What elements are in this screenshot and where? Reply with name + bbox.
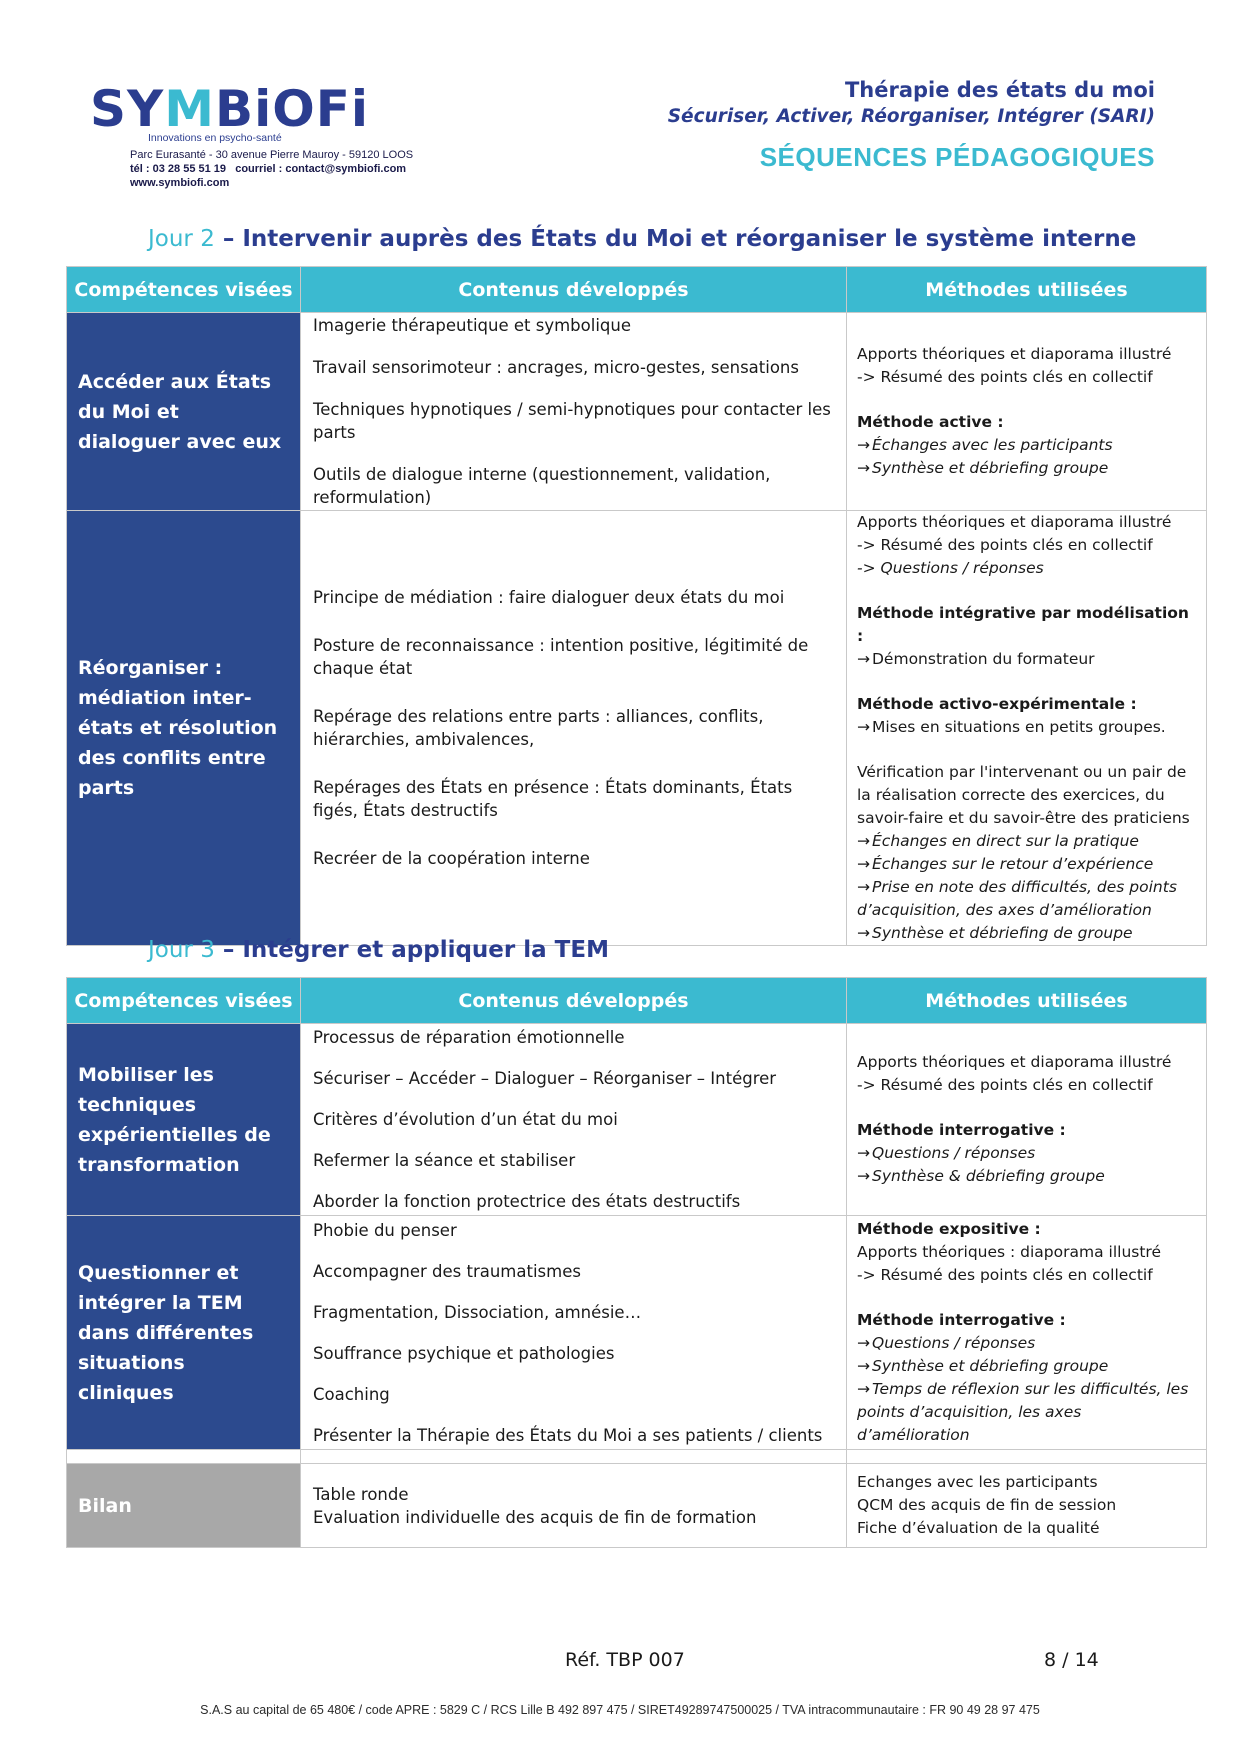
section-heading: SÉQUENCES PÉDAGOGIQUES	[759, 142, 1155, 172]
table-row	[67, 511, 1207, 946]
day3-title: – Intégrer et appliquer la TEM	[222, 937, 609, 963]
method-line: Fiche d’évaluation de la qualité	[857, 1519, 1100, 1537]
method-heading: Méthode active :	[857, 413, 1004, 431]
symbiofi-logo	[90, 80, 370, 144]
method-line: QCM des acquis de fin de session	[857, 1496, 1117, 1514]
method-heading: Méthode expositive :	[857, 1220, 1041, 1238]
content-item: Posture de reconnaissance : intention positive, légitimité de chaque état	[313, 636, 809, 678]
methods-cell	[847, 1216, 1207, 1450]
email-address: contact@symbiofi.com	[285, 163, 407, 175]
table-row	[67, 1024, 1207, 1216]
method-line: → Synthèse et débriefing groupe	[857, 459, 1109, 477]
document-heading	[668, 76, 1155, 173]
content-item: Principe de médiation : faire dialoguer deux états du moi	[313, 588, 785, 607]
content-item: Techniques hypnotiques / semi-hypnotiques pour contacter les parts	[313, 400, 831, 442]
method-line: → Mises en situations en petits groupes.	[857, 718, 1166, 736]
methods-cell	[847, 1024, 1207, 1216]
arrow-right-icon: →	[857, 1380, 870, 1398]
table-row-bilan	[67, 1464, 1207, 1548]
table-row	[67, 313, 1207, 511]
logo-wordmark: SYMBiOFi	[90, 80, 370, 138]
spacer-row	[67, 1450, 1207, 1464]
content-item: Evaluation individuelle des acquis de fin de formation	[313, 1507, 757, 1527]
arrow-right-icon: →	[857, 650, 870, 668]
methods-cell	[847, 511, 1207, 946]
method-line: → Temps de réflexion sur les difficultés, les points d’acquisition, les axes d’amélioration	[857, 1380, 1189, 1444]
method-heading: Méthode intégrative par modélisation :	[857, 604, 1189, 645]
content-item: Fragmentation, Dissociation, amnésie…	[313, 1302, 642, 1322]
content-item: Repérages des États en présence : États dominants, États figés, États destructifs	[313, 778, 793, 820]
day2-title: – Intervenir auprès des États du Moi et réorganiser le système interne	[222, 226, 1137, 252]
document-title: Thérapie des états du moi	[844, 78, 1155, 102]
contents-cell	[301, 1024, 847, 1216]
content-item: Phobie du penser	[313, 1220, 457, 1240]
content-item: Travail sensorimoteur : ancrages, micro-gestes, sensations	[313, 358, 799, 377]
content-item: Coaching	[313, 1384, 390, 1404]
content-item: Souffrance psychique et pathologies	[313, 1343, 615, 1363]
col-header-skills: Compétences visées	[67, 978, 301, 1024]
skill-cell: Mobiliser les techniques expérientielles de transformation	[67, 1024, 301, 1216]
col-header-skills: Compétences visées	[67, 267, 301, 313]
method-line: -> Résumé des points clés en collectif	[857, 1266, 1153, 1284]
day3-label: Jour 3	[148, 937, 215, 963]
content-item: Sécuriser – Accéder – Dialoguer – Réorganiser – Intégrer	[313, 1069, 777, 1088]
method-line: → Questions / réponses	[857, 1334, 1036, 1352]
method-line: -> Résumé des points clés en collectif	[857, 1076, 1153, 1094]
col-header-methods: Méthodes utilisées	[847, 978, 1207, 1024]
day3-heading	[148, 937, 609, 963]
arrow-right-icon: →	[857, 436, 870, 454]
method-line: → Échanges en direct sur la pratique	[857, 832, 1139, 850]
method-line: Apports théoriques : diaporama illustré	[857, 1243, 1161, 1261]
arrow-right-icon: →	[857, 718, 870, 736]
method-line: -> Résumé des points clés en collectif	[857, 536, 1153, 554]
method-line: → Synthèse & débriefing groupe	[857, 1167, 1105, 1185]
day3-table	[66, 977, 1207, 1548]
method-line: Apports théoriques et diaporama illustré	[857, 513, 1172, 531]
contact-line: tél : 03 28 55 51 19 courriel : contact@symbiofi.com	[130, 163, 407, 175]
method-line: Apports théoriques et diaporama illustré	[857, 345, 1172, 363]
content-item: Processus de réparation émotionnelle	[313, 1028, 625, 1047]
logo-tagline: Innovations en psycho-santé	[148, 132, 282, 144]
method-line: -> Questions / réponses	[857, 559, 1044, 577]
method-line: → Échanges avec les participants	[857, 436, 1113, 454]
contents-cell	[301, 511, 847, 946]
content-item: Recréer de la coopération interne	[313, 849, 590, 868]
content-item: Aborder la fonction protectrice des états destructifs	[313, 1192, 741, 1211]
table-header-row	[67, 978, 1207, 1024]
contents-cell	[301, 1464, 847, 1548]
arrow-right-icon: →	[857, 924, 870, 942]
contents-cell	[301, 1216, 847, 1450]
method-heading: Méthode interrogative :	[857, 1311, 1066, 1329]
method-line: → Synthèse et débriefing groupe	[857, 1357, 1109, 1375]
method-heading: Méthode interrogative :	[857, 1121, 1066, 1139]
website-link[interactable]: www.symbiofi.com	[130, 177, 230, 189]
content-item: Table ronde	[313, 1484, 409, 1504]
document-reference: Réf. TBP 007	[565, 1649, 685, 1671]
content-item: Accompagner des traumatismes	[313, 1261, 581, 1281]
address-line: Parc Eurasanté - 30 avenue Pierre Mauroy - 59120 LOOS	[130, 149, 414, 161]
method-line: Echanges avec les participants	[857, 1473, 1098, 1491]
arrow-right-icon: →	[857, 1357, 870, 1375]
arrow-right-icon: →	[857, 1334, 870, 1352]
method-line: Vérification par l'intervenant ou un pair de la réalisation correcte des exercices, du savoir-faire et du savoir-être des praticiens	[857, 763, 1190, 827]
method-line: → Démonstration du formateur	[857, 650, 1095, 668]
contents-cell	[301, 313, 847, 511]
method-line: -> Résumé des points clés en collectif	[857, 368, 1153, 386]
content-item: Imagerie thérapeutique et symbolique	[313, 316, 631, 335]
arrow-right-icon: →	[857, 1144, 870, 1162]
method-line: → Prise en note des difficultés, des points d’acquisition, des axes d’amélioration	[857, 878, 1177, 919]
methods-cell	[847, 313, 1207, 511]
content-item: Outils de dialogue interne (questionnement, validation, reformulation)	[313, 465, 771, 507]
legal-footer: S.A.S au capital de 65 480€ / code APRE : 5829 C / RCS Lille B 492 897 475 / SIRET49289747500025 / TVA intracommunautaire : FR 90 49 28 97 475	[200, 1703, 1040, 1717]
table-header-row	[67, 267, 1207, 313]
method-line: Apports théoriques et diaporama illustré	[857, 1053, 1172, 1071]
col-header-contents: Contenus développés	[301, 267, 847, 313]
skill-cell: Accéder aux États du Moi et dialoguer avec eux	[67, 313, 301, 511]
method-heading: Méthode activo-expérimentale :	[857, 695, 1137, 713]
day2-label: Jour 2	[148, 226, 215, 252]
skill-cell: Bilan	[67, 1464, 301, 1548]
content-item: Présenter la Thérapie des États du Moi a ses patients / clients	[313, 1425, 823, 1445]
arrow-right-icon: →	[857, 855, 870, 873]
day2-heading	[148, 226, 1136, 252]
col-header-methods: Méthodes utilisées	[847, 267, 1207, 313]
day2-table	[66, 266, 1207, 946]
methods-cell	[847, 1464, 1207, 1548]
method-line: → Questions / réponses	[857, 1144, 1036, 1162]
method-line: → Échanges sur le retour d’expérience	[857, 855, 1154, 873]
skill-cell: Réorganiser : médiation inter-états et résolution des conflits entre parts	[67, 511, 301, 946]
content-item: Critères d’évolution d’un état du moi	[313, 1110, 618, 1129]
arrow-right-icon: →	[857, 1167, 870, 1185]
page-number: 8 / 14	[1044, 1649, 1099, 1671]
company-address-block	[130, 148, 413, 190]
method-line: → Synthèse et débriefing de groupe	[857, 924, 1133, 942]
col-header-contents: Contenus développés	[301, 978, 847, 1024]
phone-number: 03 28 55 51 19	[152, 163, 227, 175]
arrow-right-icon: →	[857, 878, 870, 896]
arrow-right-icon: →	[857, 459, 870, 477]
content-item: Refermer la séance et stabiliser	[313, 1151, 576, 1170]
document-subtitle: Sécuriser, Activer, Réorganiser, Intégrer (SARI)	[667, 106, 1155, 127]
content-item: Repérage des relations entre parts : alliances, conflits, hiérarchies, ambivalences,	[313, 707, 764, 749]
arrow-right-icon: →	[857, 832, 870, 850]
skill-cell: Questionner et intégrer la TEM dans différentes situations cliniques	[67, 1216, 301, 1450]
table-row	[67, 1216, 1207, 1450]
